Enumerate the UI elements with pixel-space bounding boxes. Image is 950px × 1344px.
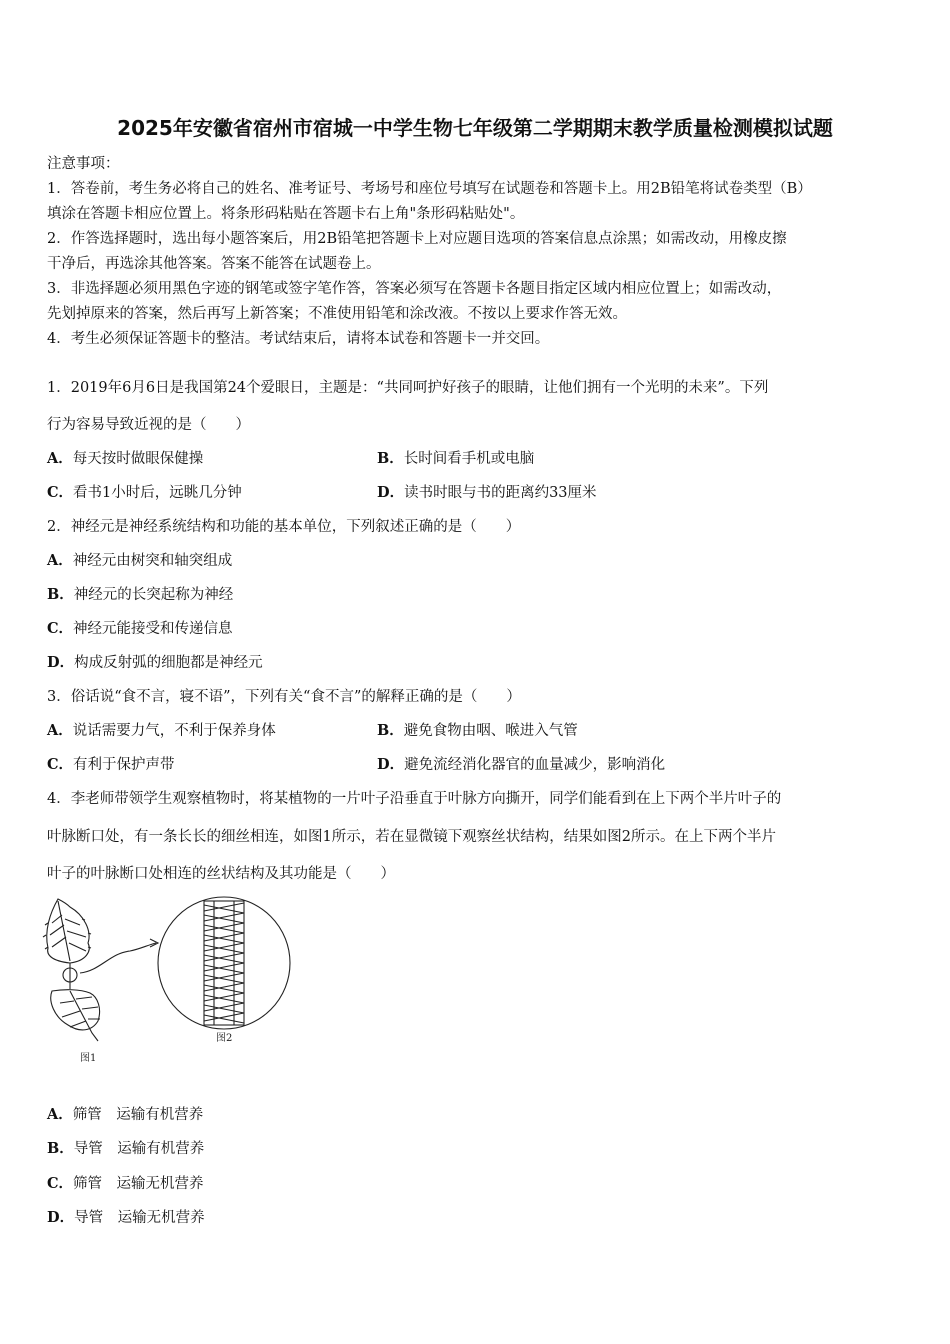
question-2-stem: 2．神经元是神经系统结构和功能的基本单位，下列叙述正确的是（ ）: [47, 519, 521, 535]
leaf-illustration: [43, 897, 290, 1041]
q2-option-d: D．构成反射弧的细胞都是神经元: [47, 654, 263, 671]
q2-option-a: A．神经元由树突和轴突组成: [47, 552, 233, 569]
q3-option-a: A．说话需要力气，不利于保养身体: [47, 722, 276, 739]
q3-option-b: B．避免食物由咽、喉进入气管: [377, 722, 578, 739]
q1-option-a: A．每天按时做眼保健操: [47, 450, 204, 467]
q2-option-c: C．神经元能接受和传递信息: [47, 620, 233, 637]
notice-line: 填涂在答题卡相应位置上。将条形码粘贴在答题卡右上角"条形码粘贴处"。: [47, 206, 525, 222]
q1-option-b: B．长时间看手机或电脑: [377, 450, 535, 467]
figure-1-label: 图1: [80, 1053, 97, 1064]
figure-2-label: 图2: [216, 1033, 233, 1044]
notice-line: 3．非选择题必须用黑色字迹的钢笔或签字笔作答，答案必须写在答题卡各题目指定区域内相应位置上；如需改动，: [47, 281, 782, 297]
leaf-vein-figure: [40, 893, 300, 1068]
question-4-stem: 叶子的叶脉断口处相连的丝状结构及其功能是（ ）: [47, 866, 395, 882]
question-4-stem: 4．李老师带领学生观察植物时，将某植物的一片叶子沿垂直于叶脉方向撕开，同学们能看到在上下两个半片叶子的: [47, 791, 782, 807]
notice-heading: 注意事项：: [47, 156, 120, 172]
question-1-stem: 行为容易导致近视的是（ ）: [47, 417, 250, 433]
q1-option-c: C．看书1小时后，远眺几分钟: [47, 484, 242, 501]
notice-line: 2．作答选择题时，选出每小题答案后，用2B铅笔把答题卡上对应题目选项的答案信息点涂黑；如需改动，用橡皮擦: [47, 231, 787, 247]
q1-option-d: D．读书时眼与书的距离约33厘米: [377, 484, 597, 501]
notice-line: 干净后，再选涂其他答案。答案不能答在试题卷上。: [47, 256, 381, 272]
q4-option-c: C．筛管 运输无机营养: [47, 1175, 204, 1192]
q3-option-d: D．避免流经消化器官的血量减少，影响消化: [377, 756, 666, 773]
question-4-stem: 叶脉断口处，有一条长长的细丝相连，如图1所示，若在显微镜下观察丝状结构，结果如图2所示。在上下两个半片: [47, 829, 776, 845]
page-title: 2025年安徽省宿州市宿城一中学生物七年级第二学期期末教学质量检测模拟试题: [117, 116, 833, 140]
q3-option-c: C．有利于保护声带: [47, 756, 175, 773]
q4-option-a: A．筛管 运输有机营养: [47, 1106, 204, 1123]
q4-option-b: B．导管 运输有机营养: [47, 1140, 205, 1157]
question-1-stem: 1．2019年6月6日是我国第24个爱眼日，主题是：“共同呵护好孩子的眼睛，让他们拥有一个光明的未来”。下列: [47, 380, 769, 396]
question-3-stem: 3．俗话说“食不言，寝不语”，下列有关“食不言”的解释正确的是（ ）: [47, 689, 521, 705]
notice-line: 4．考生必须保证答题卡的整洁。考试结束后，请将本试卷和答题卡一并交回。: [47, 331, 550, 347]
notice-line: 1．答卷前，考生务必将自己的姓名、准考证号、考场号和座位号填写在试题卷和答题卡上。用2B铅笔将试卷类型（B）: [47, 181, 812, 197]
notice-line: 先划掉原来的答案，然后再写上新答案；不准使用铅笔和涂改液。不按以上要求作答无效。: [47, 306, 627, 322]
q4-option-d: D．导管 运输无机营养: [47, 1209, 205, 1226]
q2-option-b: B．神经元的长突起称为神经: [47, 586, 234, 603]
